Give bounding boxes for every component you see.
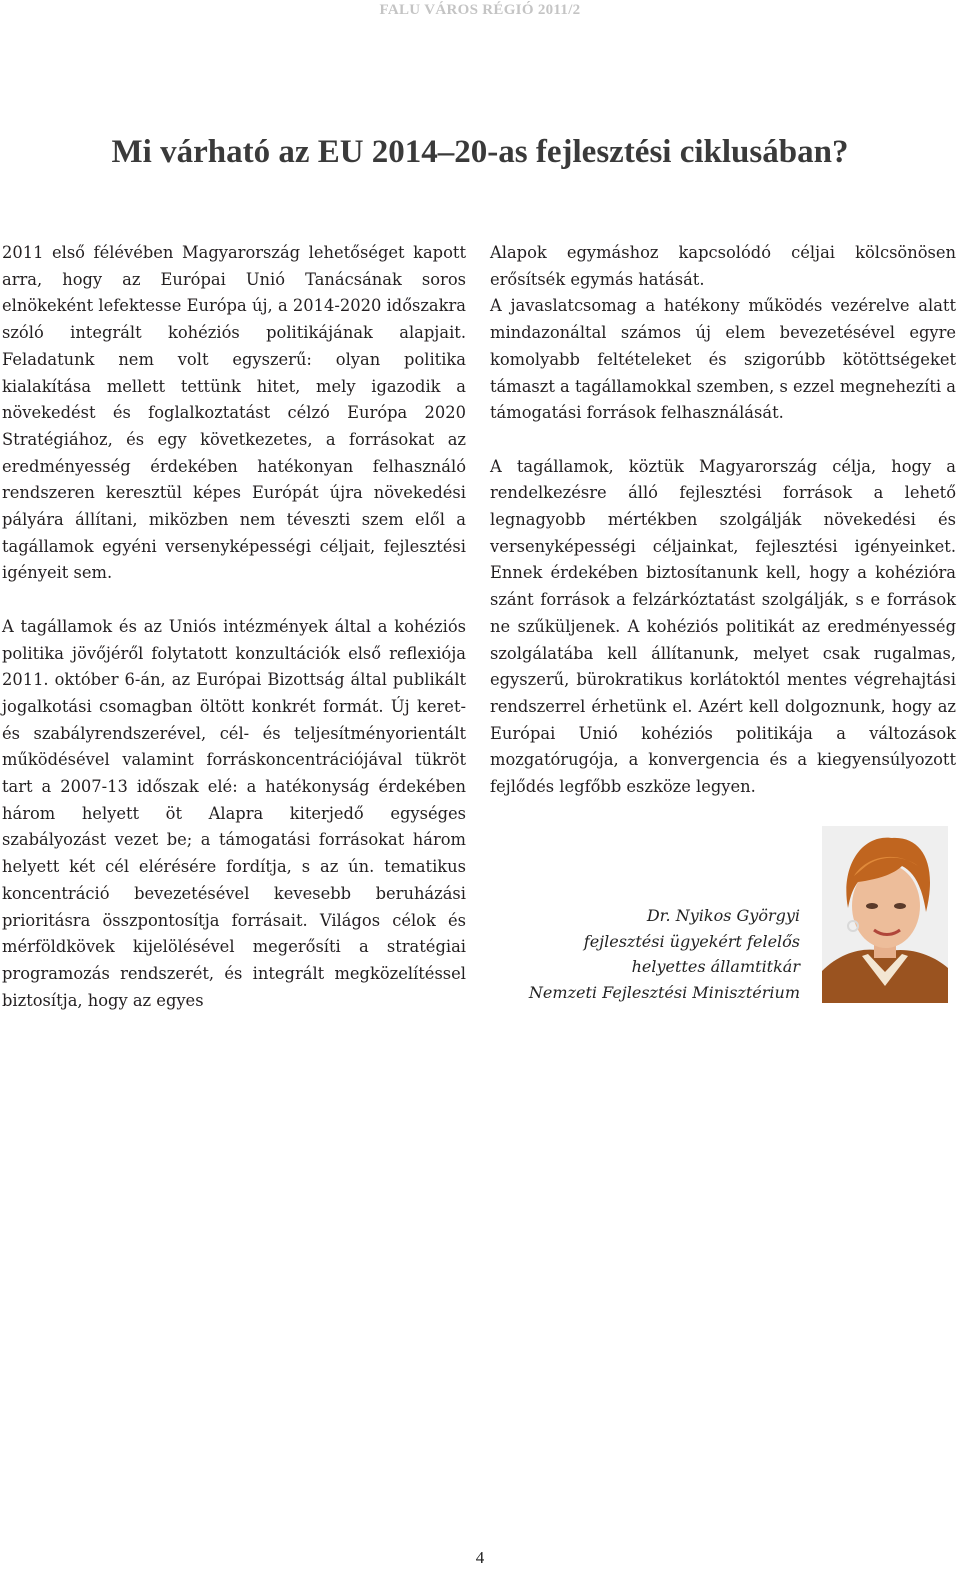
right-paragraph-2: A javaslatcsomag a hatékony működés vezérelve alatt mindazonáltal számos új elem bevezetésével egyre komolyabb feltételeket és szigorúbb kötöttségeket támaszt a tagállamokkal szemben, s ezzel megnehezíti a támogatási források felhasználását. — [490, 296, 956, 423]
page-number: 4 — [475, 1548, 485, 1567]
author-role-line-1: fejlesztési ügyekért felelős — [583, 931, 800, 951]
left-column — [2, 240, 466, 1014]
article-title: Mi várható az EU 2014–20-as fejlesztési ciklusában? — [111, 134, 849, 170]
author-organization: Nemzeti Fejlesztési Minisztérium — [528, 982, 800, 1002]
left-paragraph-1: 2011 első félévében Magyarország lehetőséget kapott arra, hogy az Európai Unió Tanácsának soros elnökeként lefektesse Európa új, a 2014-2020 időszakra szóló integrált kohéziós politikájának alapjait. Feladatunk nem volt egyszerű: olyan politika kialakítása mellett tettünk hitet, mely igazodik a növekedést és foglalkoztatást célzó Európa 2020 Stratégiához, és egy következetes, a forrásokat az eredményesség érdekében hatékonyan felhasználó rendszeren keresztül képes Európát újra növekedési pályára állítani, miközben nem téveszti szem elől a tagállamok egyéni versenyképességi céljait, fejlesztési igényeit sem. — [2, 243, 466, 583]
author-portrait-illustration — [822, 826, 948, 1003]
running-head: FALU VÁROS RÉGIÓ 2011/2 — [379, 2, 581, 18]
author-role-line-2: helyettes államtitkár — [631, 957, 800, 976]
right-paragraph-1: Alapok egymáshoz kapcsolódó céljai kölcsönösen erősítsék egymás hatását. — [490, 243, 956, 289]
left-paragraph-2: A tagállamok és az Uniós intézmények által a kohéziós politika jövőjéről folytatott konzultációk első reflexiója 2011. október 6-án, az Európai Bizottság által publikált jogalkotási csomagban öltött konkrét formát. Új keret- és szabályrendszerével, cél- és teljesítményorientált működésével valamint forráskoncentrációjával tükröt tart a 2007-13 időszak elé: a hatékonyság érdekében három helyett öt Alapra kiterjedő egységes szabályozást vezet be; a támogatási forrásokat három helyett két cél elérésére fordítja, s az ún. tematikus koncentráció bevezetésével kevesebb beruházási prioritásra összpontosítja forrásait. Világos célok és mérföldkövek kijelölésével megerősíti a stratégiai programozás rendszerét, és integrált megközelítéssel biztosítja, hogy az egyes — [2, 616, 466, 1010]
right-paragraph-3: A tagállamok, köztük Magyarország célja, hogy a rendelkezésre álló fejlesztési források a lehető legnagyobb mértékben szolgálják növekedési és versenyképességi céljainkat, fejlesztési igényeinket. Ennek érdekében biztosítanunk kell, hogy a kohézióra szánt források a felzárkóztatást szolgálják, s e források ne szűküljenek. A kohéziós politikát az eredményesség szolgálatába kell állítanunk, melyet csak rugalmas, egyszerű, bürokratikus korlátoktól mentes végrehajtási rendszerrel érhetünk el. Azért kell dolgoznunk, hogy az Európai Unió kohéziós politikája a változások mozgatórugója, a konvergencia és a kiegyensúlyozott fejlődés legfőbb eszköze legyen. — [490, 456, 956, 797]
author-name: Dr. Nyikos Györgyi — [646, 906, 800, 925]
author-portrait — [822, 826, 948, 1003]
author-signature — [510, 903, 800, 1005]
right-column — [490, 240, 956, 801]
